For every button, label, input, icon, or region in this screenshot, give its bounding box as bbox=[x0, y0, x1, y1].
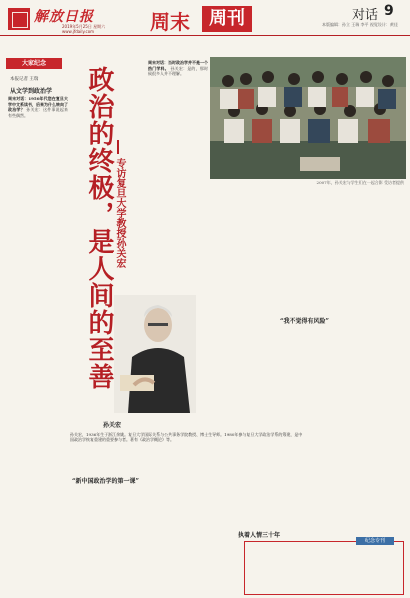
portrait-photo bbox=[114, 295, 196, 413]
subhead-1: “新中国政治学的第一课” bbox=[72, 478, 139, 485]
question-2: 周末对话：当时政治学并不是一个热门学科。 bbox=[148, 60, 208, 71]
weekly-banner bbox=[142, 3, 262, 34]
editors-line: 本版编辑：孙立 王瑞 李平 视觉设计：黄佳 bbox=[322, 22, 398, 27]
date-line: 2019年5月25日 星期六 bbox=[62, 24, 106, 29]
byline: 本报记者 王瑞 bbox=[10, 77, 39, 82]
page-number: 9 bbox=[384, 3, 394, 19]
right-body-col-1 bbox=[210, 190, 272, 526]
subtitle: 专访复旦大学教授孙关宏 bbox=[114, 158, 125, 268]
lower-col-1-top bbox=[70, 462, 136, 474]
masthead bbox=[0, 0, 410, 36]
newspaper-seal-icon bbox=[8, 8, 30, 30]
subtitle-dash bbox=[117, 140, 119, 154]
subhead-3: 执着人情三十年 bbox=[238, 532, 281, 539]
question-1: 周末对话：1950年代您在复旦大学中文系读书，后来为什么转向了政治学？ bbox=[8, 96, 68, 113]
portrait-caption: 孙关宏 bbox=[103, 422, 122, 429]
subhead-2: “我不觉得有风险” bbox=[280, 318, 329, 325]
left-body-text bbox=[8, 96, 68, 590]
intro-text: 孙关宏，1936年生于浙江余姚。复旦大学国际关系与公共事务学院教授、博士生导师。1980年参与复旦大学政治学系的筹建，是中国政治学恢复重建的重要参与者。著有《政治学概论》等。 bbox=[70, 432, 303, 443]
column-tag: 大家纪念 bbox=[6, 58, 62, 69]
right-body-col-3 bbox=[342, 190, 404, 526]
newspaper-logo: 解放日报 bbox=[34, 9, 94, 25]
weekly-label-2: 周刊 bbox=[202, 6, 252, 32]
lower-col-2 bbox=[140, 462, 206, 592]
section-name: 对话 bbox=[352, 8, 379, 23]
weekly-label-1: 周末 bbox=[150, 10, 190, 34]
right-body-col-2b bbox=[276, 326, 338, 526]
left-subhead: 从文学到政治学 bbox=[10, 88, 53, 95]
headline: 政治的终极，是人间的至善 bbox=[84, 66, 114, 390]
lower-col-1 bbox=[70, 488, 136, 592]
mid-top-body-text bbox=[148, 60, 208, 288]
sidebar-text bbox=[248, 548, 400, 592]
mid-left-body-text bbox=[70, 186, 108, 424]
right-body-col-2 bbox=[276, 190, 338, 312]
web-address: www.jfdaily.com bbox=[62, 29, 95, 34]
group-photo bbox=[210, 57, 406, 179]
group-photo-caption: 2007年，孙关宏与学生们在一起合影 受访者提供 bbox=[316, 180, 404, 185]
answer-1: 孙关宏：这件事说起来有些偶然。 bbox=[8, 107, 68, 118]
sidebar-tag: 纪念专刊 bbox=[356, 537, 394, 545]
answer-2: 孙关宏：是的，那时候很多人并不理解。 bbox=[148, 65, 208, 77]
